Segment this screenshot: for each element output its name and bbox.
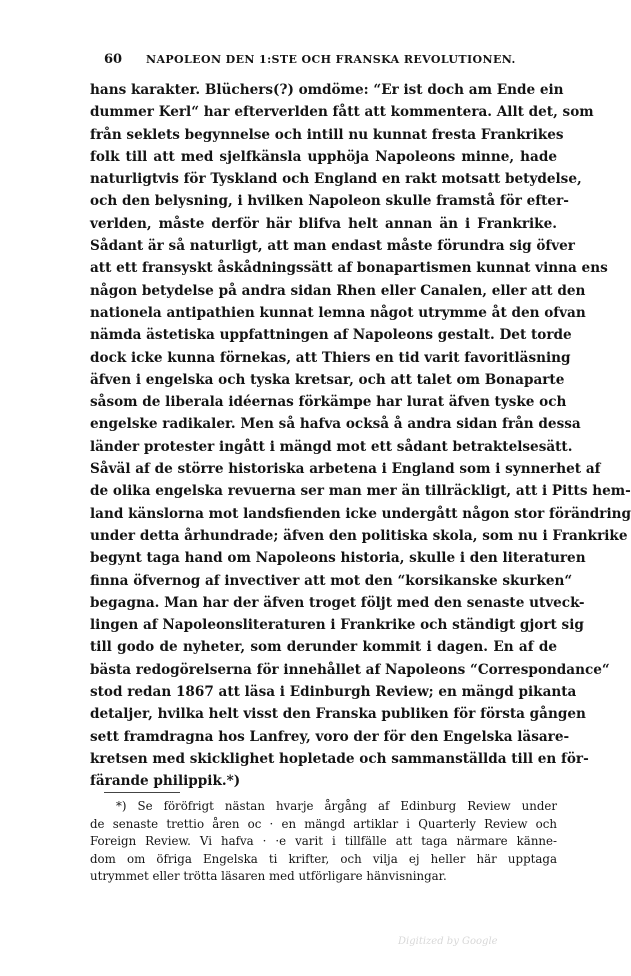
footnote-line: de senaste trettio åren oc · en mängd artiklar i Quarterly Review och (90, 816, 557, 831)
body-line: någon betydelse på andra sidan Rhen eller Canalen, eller att den (90, 282, 586, 299)
body-line: kretsen med skicklighet hopletade och sammanställda till en för- (90, 750, 589, 767)
footnote-line: *) Se föröfrigt nästan hvarje årgång af Edinburg Review under (116, 799, 557, 813)
body-line: såsom de liberala idéernas förkämpe har lurat äfven tyske och (90, 394, 567, 411)
body-text (90, 79, 631, 793)
body-line: och den belysning, i hvilken Napoleon skulle framstå för efter- (90, 193, 569, 210)
body-line: land känslorna mot landsfienden icke undergått någon stor förändring (90, 505, 631, 522)
body-line: begynt taga hand om Napoleons historia, skulle i den literaturen (90, 550, 586, 567)
page-number: 60 (104, 52, 123, 67)
body-line: lingen af Napoleonsliteraturen i Frankrike och ständigt gjort sig (90, 617, 584, 634)
footnote-line: utrymmet eller trötta läsaren med utförligare hänvisningar. (90, 869, 447, 884)
body-line: dock icke kunna förnekas, att Thiers en tid varit favoritläsning (90, 349, 571, 366)
body-line: nämda ästetiska uppfattningen af Napoleons gestalt. Det torde (90, 327, 572, 344)
body-line: sett framdragna hos Lanfrey, voro der för den Engelska läsare- (90, 728, 570, 745)
footnote (90, 798, 557, 886)
body-line: till godo de nyheter, som derunder kommit i dagen. En af de (90, 639, 557, 656)
body-line: färande philippik.*) (90, 773, 241, 790)
digitization-watermark: Digitized by Google (398, 936, 498, 947)
body-line: länder protester ingått i mängd mot ett sådant betraktelsesätt. (90, 438, 573, 455)
body-line: naturligtvis för Tyskland och England en rakt motsatt betydelse, (90, 171, 582, 188)
body-line: folk till att med sjelfkänsla upphöja Napoleons minne, hade (90, 148, 557, 165)
body-line: att ett fransyskt åskådningssätt af bonapartismen kunnat vinna ens (90, 260, 608, 277)
body-line: hans karakter. Blüchers(?) omdöme: “Er ist doch am Ende ein (90, 82, 564, 98)
body-line: de olika engelska revuerna ser man mer än tillräckligt, att i Pitts hem- (90, 483, 631, 500)
body-line: bästa redogörelserna för innehållet af Napoleons “Correspondance“ (90, 661, 610, 678)
body-line: stod redan 1867 att läsa i Edinburgh Review; en mängd pikanta (90, 684, 577, 701)
footnote-line: Foreign Review. Vi hafva · ·e varit i tillfälle att taga närmare känne- (90, 834, 557, 849)
running-title: NAPOLEON DEN 1:STE OCH FRANSKA REVOLUTIONEN. (146, 53, 516, 66)
body-line: äfven i engelska och tyska kretsar, och att talet om Bonaparte (90, 371, 565, 388)
body-line: finna öfvernog af invectiver att mot den “korsikanske skurken“ (90, 572, 573, 589)
body-line: nationela antipathien kunnat lemna något utrymme åt den ofvan (90, 304, 586, 321)
body-line: engelske radikaler. Men så hafva också å andra sidan från dessa (90, 416, 581, 433)
footnote-rule (104, 792, 180, 793)
body-line: Sådant är så naturligt, att man endast måste förundra sig öfver (90, 238, 575, 255)
body-line: under detta århundrade; äfven den politiska skola, som nu i Frankrike (90, 527, 628, 544)
footnote-line: dom om öfriga Engelska ti krifter, och vilja ej heller här upptaga (90, 851, 557, 866)
body-line: begagna. Man har der äfven troget följt med den senaste utveck- (90, 594, 585, 611)
page-header (104, 52, 516, 70)
body-line: dummer Kerl“ har efterverlden fått att kommentera. Allt det, som (90, 104, 594, 121)
body-line: Såväl af de större historiska arbetena i England som i synnerhet af (90, 461, 601, 478)
body-line: från seklets begynnelse och intill nu kunnat fresta Frankrikes (90, 126, 564, 143)
body-line: detaljer, hvilka helt visst den Franska publiken för första gången (90, 706, 586, 723)
body-line: verlden, måste derför här blifva helt annan än i Frankrike. (90, 215, 557, 232)
